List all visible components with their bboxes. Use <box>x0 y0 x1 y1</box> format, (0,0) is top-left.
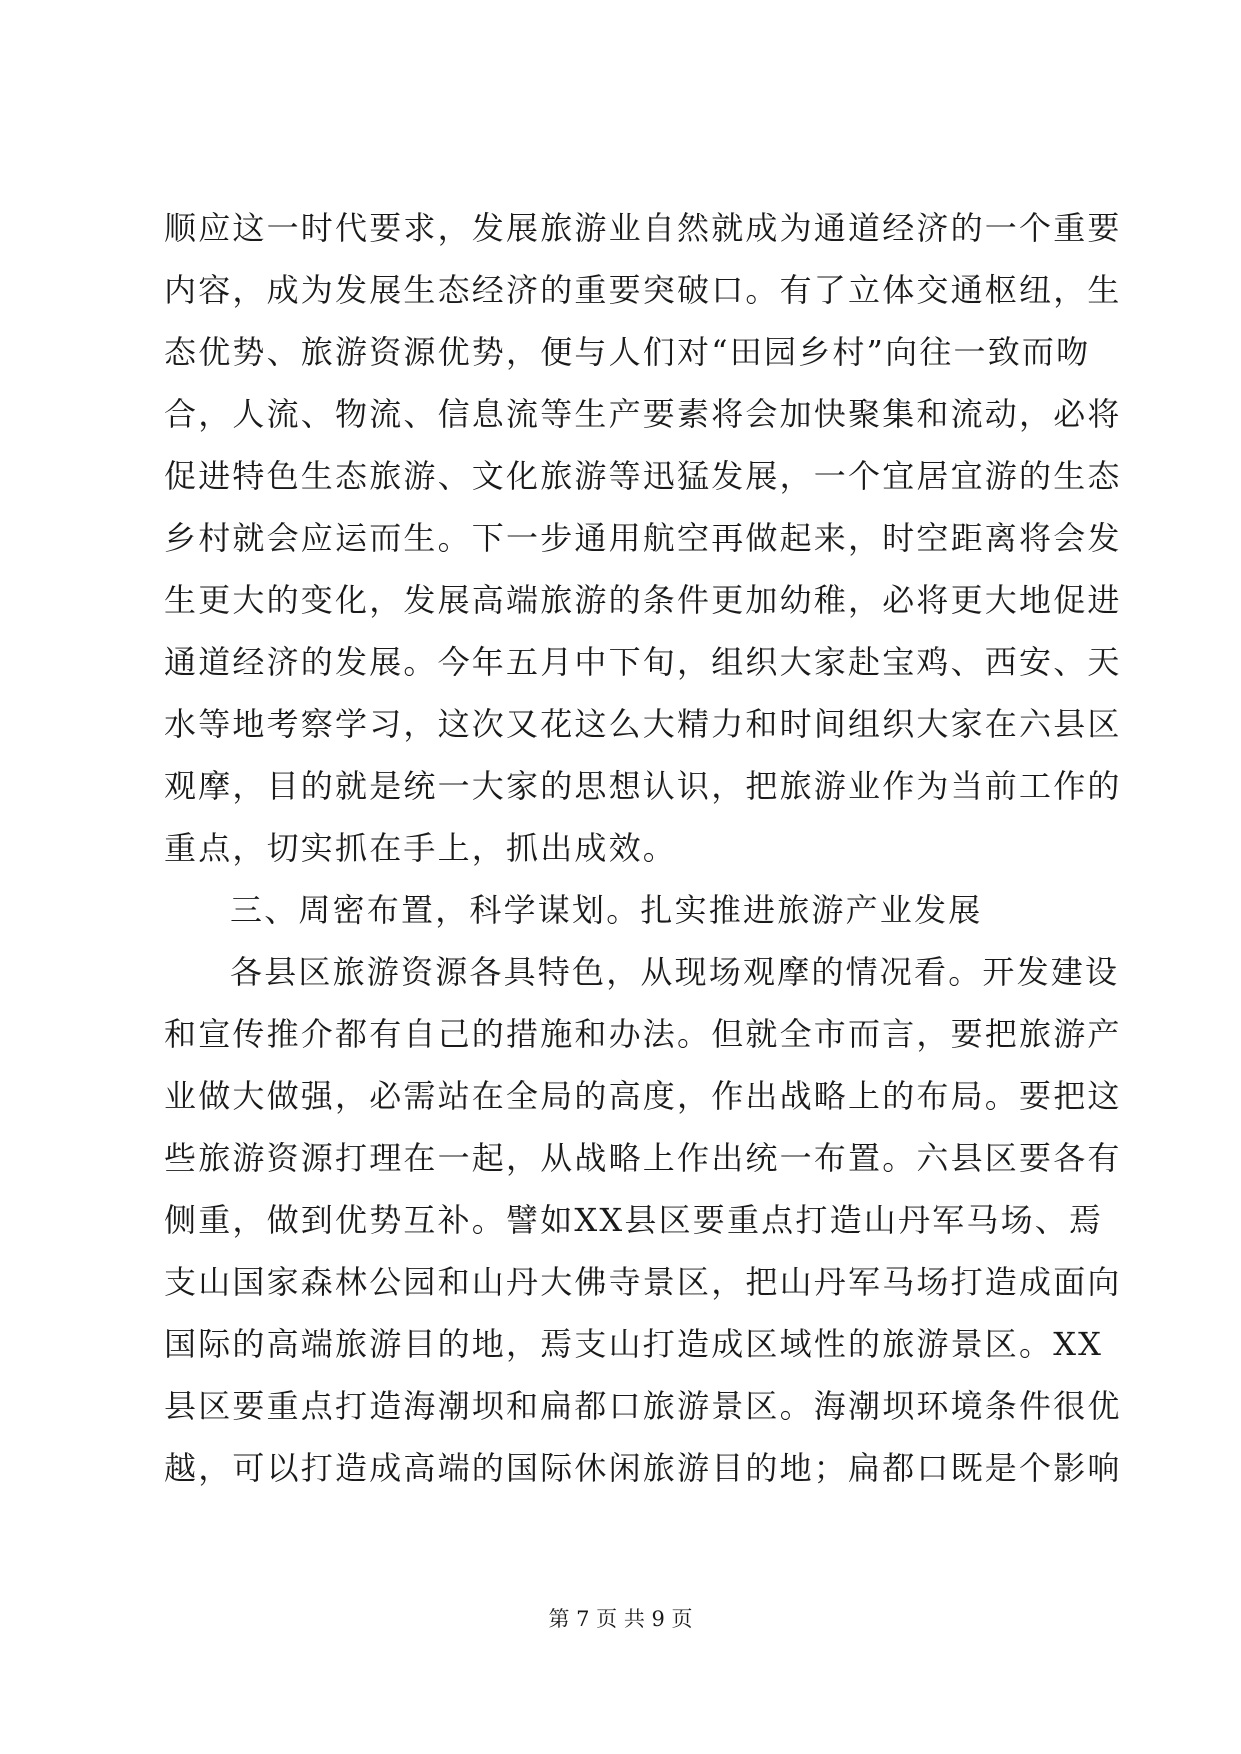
text-line: 越，可以打造成高端的国际休闲旅游目的地；扁都口既是个影响 <box>164 1449 1122 1487</box>
text-line: 些旅游资源打理在一起，从战略上作出统一布置。六县区要各有 <box>164 1139 1122 1177</box>
text-line: 合，人流、物流、信息流等生产要素将会加快聚集和流动，必将 <box>164 395 1122 433</box>
text-line: 内容，成为发展生态经济的重要突破口。有了立体交通枢纽，生 <box>164 271 1122 309</box>
text-line: 生更大的变化，发展高端旅游的条件更加幼稚，必将更大地促进 <box>164 581 1122 619</box>
paragraph-first-line: 各县区旅游资源各具特色，从现场观摩的情况看。开发建设 <box>230 953 1120 991</box>
text-line: 国际的高端旅游目的地，焉支山打造成区域性的旅游景区。XX <box>164 1325 1104 1363</box>
text-line: 业做大做强，必需站在全局的高度，作出战略上的布局。要把这 <box>164 1077 1122 1115</box>
section-heading: 三、周密布置，科学谋划。扎实推进旅游产业发展 <box>230 891 983 929</box>
text-line: 支山国家森林公园和山丹大佛寺景区，把山丹军马场打造成面向 <box>164 1263 1122 1301</box>
text-line: 态优势、旅游资源优势，便与人们对“田园乡村”向往一致而吻 <box>164 333 1091 371</box>
text-line: 和宣传推介都有自己的措施和办法。但就全市而言，要把旅游产 <box>164 1015 1122 1053</box>
page-number-footer: 第 7 页 共 9 页 <box>548 1607 693 1631</box>
text-line: 顺应这一时代要求，发展旅游业自然就成为通道经济的一个重要 <box>164 209 1122 247</box>
text-line: 通道经济的发展。今年五月中下旬，组织大家赴宝鸡、西安、天 <box>164 643 1122 681</box>
text-line: 水等地考察学习，这次又花这么大精力和时间组织大家在六县区 <box>164 705 1122 743</box>
text-line: 县区要重点打造海潮坝和扁都口旅游景区。海潮坝环境条件很优 <box>164 1387 1122 1425</box>
text-line: 乡村就会应运而生。下一步通用航空再做起来，时空距离将会发 <box>164 519 1122 557</box>
text-line: 侧重，做到优势互补。譬如XX县区要重点打造山丹军马场、焉 <box>164 1201 1104 1239</box>
text-line: 促进特色生态旅游、文化旅游等迅猛发展，一个宜居宜游的生态 <box>164 457 1122 495</box>
text-line: 重点，切实抓在手上，抓出成效。 <box>164 829 678 867</box>
text-line: 观摩，目的就是统一大家的思想认识，把旅游业作为当前工作的 <box>164 767 1122 805</box>
